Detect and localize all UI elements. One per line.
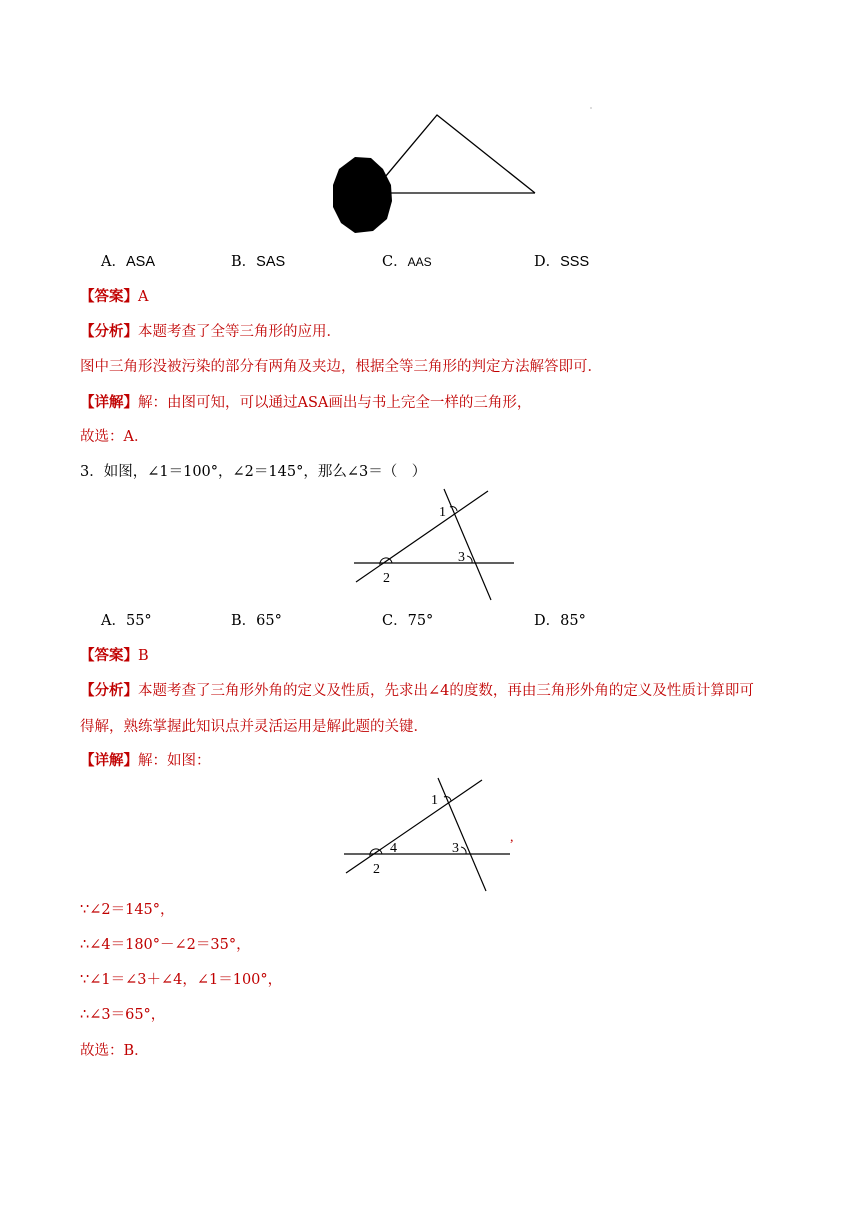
angle-arc-3 bbox=[467, 556, 472, 563]
label-2: 2 bbox=[373, 862, 380, 877]
q2-option-b: B．SAS bbox=[231, 254, 286, 270]
label-1: 1 bbox=[431, 793, 438, 808]
stray-comma: , bbox=[510, 830, 514, 845]
q3-step-4: ∴∠3＝65°， bbox=[80, 1007, 166, 1023]
q2-analysis-line2: 图中三角形没被污染的部分有两角及夹边，根据全等三角形的判定方法解答即可． bbox=[80, 359, 602, 375]
q2-option-a: A．ASA bbox=[101, 254, 155, 270]
label-3: 3 bbox=[458, 550, 465, 565]
label-1: 1 bbox=[439, 505, 446, 520]
q3-step-3: ∵∠1＝∠3＋∠4，∠1＝100°， bbox=[80, 972, 283, 988]
q3-option-d: D．85° bbox=[534, 613, 586, 629]
q3-option-a: A．55° bbox=[101, 613, 152, 629]
q3-detail: 【详解】解：如图： bbox=[80, 752, 211, 769]
q3-stem: 3．如图，∠1＝100°，∠2＝145°，那么∠3＝（ ） bbox=[80, 464, 427, 480]
q2-triangle-figure bbox=[325, 105, 615, 240]
q3-analysis-line1: 【分析】本题考查了三角形外角的定义及性质，先求出∠4的度数，再由三角形外角的定义及性质计算即可 bbox=[80, 682, 754, 699]
q2-analysis-line1: 【分析】本题考查了全等三角形的应用． bbox=[80, 323, 341, 340]
q2-choice: 故选：A． bbox=[80, 429, 149, 445]
q2-detail: 【详解】解：由图可知，可以通过ASA画出与书上完全一样的三角形， bbox=[80, 394, 532, 411]
q2-answer: 【答案】A bbox=[80, 288, 149, 305]
q3-step-1: ∵∠2＝145°， bbox=[80, 902, 175, 918]
angle-arc-3 bbox=[461, 847, 466, 854]
ink-blot bbox=[333, 157, 392, 233]
q3-answer: 【答案】B bbox=[80, 647, 149, 664]
falling-line bbox=[438, 778, 486, 891]
q3-analysis-line2: 得解，熟练掌握此知识点并灵活运用是解此题的关键． bbox=[80, 719, 428, 735]
rising-line bbox=[356, 491, 488, 582]
q2-option-d: D．SSS bbox=[534, 254, 590, 270]
q3-option-b: B．65° bbox=[231, 613, 282, 629]
q2-option-c: C．AAS bbox=[382, 254, 432, 270]
rising-line bbox=[346, 780, 482, 873]
label-2: 2 bbox=[383, 571, 390, 586]
q3-step-2: ∴∠4＝180°－∠2＝35°， bbox=[80, 937, 251, 953]
q3-solution-figure bbox=[340, 775, 525, 897]
triangle-edge-top bbox=[380, 115, 535, 193]
label-3: 3 bbox=[452, 841, 459, 856]
q3-figure bbox=[350, 486, 520, 604]
q3-choice: 故选：B． bbox=[80, 1043, 149, 1059]
q3-option-c: C．75° bbox=[382, 613, 434, 629]
label-4: 4 bbox=[390, 841, 397, 856]
